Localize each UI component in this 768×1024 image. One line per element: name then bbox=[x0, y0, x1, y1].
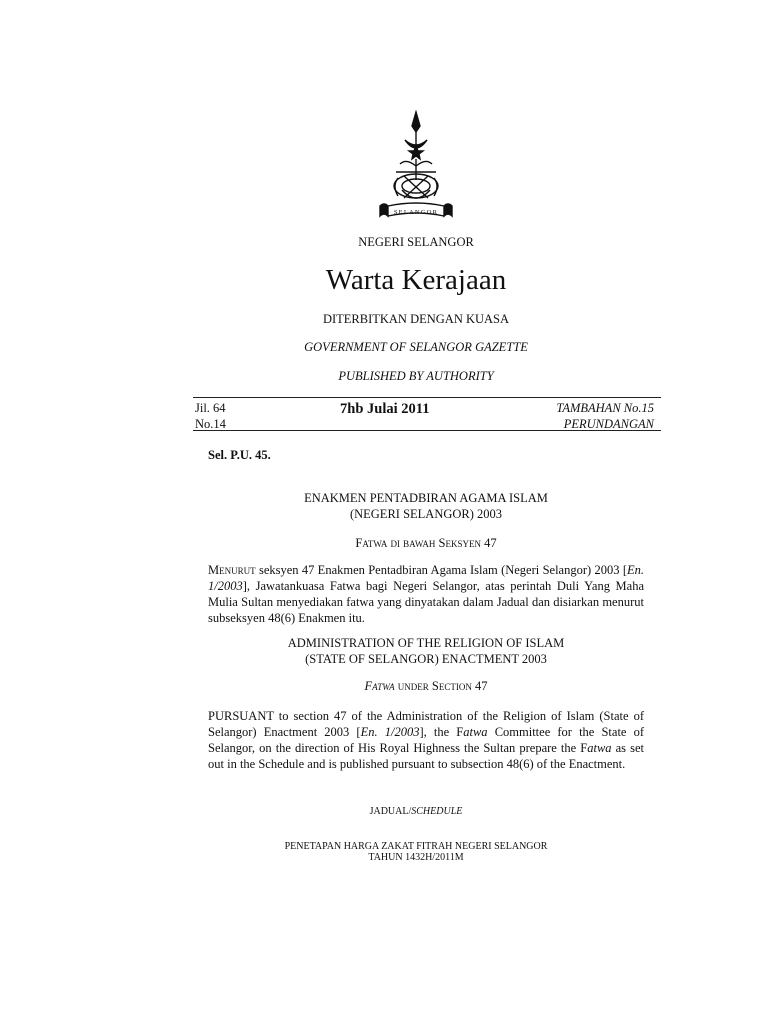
number-label: No.14 bbox=[195, 417, 226, 431]
enactment-ref: En. 1/2003 bbox=[208, 563, 644, 593]
state-name: NEGERI SELANGOR bbox=[358, 235, 474, 249]
pu-number: Sel. P.U. 45. bbox=[208, 448, 271, 462]
paragraph-english bbox=[208, 708, 644, 772]
para-text: seksyen 47 Enakmen Pentadbiran Agama Islam (Negeri Selangor) 2003 [ bbox=[255, 563, 627, 577]
para-text: as set out in the Schedule and is published pursuant to subsection 48(6) of the Enactment. bbox=[208, 741, 644, 771]
subheading-english bbox=[0, 679, 768, 694]
volume-label: Jil. 64 bbox=[195, 401, 226, 415]
subheading-malay: Fatwa di bawah Seksyen 47 bbox=[355, 536, 497, 550]
gazette-english-title: GOVERNMENT OF SELANGOR GAZETTE bbox=[304, 340, 528, 354]
fatwa-word: atwa bbox=[587, 741, 612, 755]
gazette-title: Warta Kerajaan bbox=[325, 264, 507, 296]
para-lead: Menurut bbox=[208, 563, 256, 577]
authority-english: PUBLISHED BY AUTHORITY bbox=[338, 369, 494, 383]
schedule-title-line: PENETAPAN HARGA ZAKAT FITRAH NEGERI SELANGOR bbox=[284, 841, 548, 852]
heading-line: (STATE OF SELANGOR) ENACTMENT 2003 bbox=[305, 652, 547, 666]
category-label: PERUNDANGAN bbox=[563, 417, 654, 431]
enactment-heading-malay bbox=[0, 490, 768, 522]
heading-line: ENAKMEN PENTADBIRAN AGAMA ISLAM bbox=[304, 491, 548, 505]
schedule-title-line: TAHUN 1432H/2011M bbox=[368, 852, 464, 863]
enactment-heading-english bbox=[0, 635, 768, 667]
header-rule-bottom bbox=[193, 430, 661, 431]
enactment-ref: En. 1/2003 bbox=[360, 725, 420, 739]
subheading-fatwa: Fatwa bbox=[364, 679, 395, 693]
para-text: Committee for the State of Selangor, on the direction of His Royal Highness the Sultan prepare the F bbox=[208, 725, 645, 755]
supplement-info bbox=[556, 400, 654, 432]
supplement-label: TAMBAHAN No.15 bbox=[556, 401, 654, 415]
schedule-label bbox=[0, 806, 768, 817]
subheading-rest: under Section 47 bbox=[394, 679, 488, 693]
fatwa-word: atwa bbox=[463, 725, 488, 739]
volume-info bbox=[195, 400, 226, 432]
schedule-label-english: SCHEDULE bbox=[411, 806, 463, 817]
paragraph-malay bbox=[208, 562, 644, 626]
svg-text:SELANGOR: SELANGOR bbox=[393, 209, 439, 216]
header-rule-top bbox=[193, 397, 661, 398]
selangor-crest-icon bbox=[374, 110, 458, 232]
para-text: PURSUANT to section 47 of the Administration of the Religion of Islam (State of Selangor) Enactment 2003 [ bbox=[208, 709, 644, 739]
schedule-label-malay: JADUAL/ bbox=[369, 806, 412, 817]
schedule-title bbox=[0, 841, 768, 863]
heading-line: ADMINISTRATION OF THE RELIGION OF ISLAM bbox=[287, 636, 565, 650]
issue-date: 7hb Julai 2011 bbox=[340, 401, 430, 417]
authority-malay: DITERBITKAN DENGAN KUASA bbox=[322, 312, 510, 326]
heading-line: (NEGERI SELANGOR) 2003 bbox=[349, 507, 503, 521]
para-text: ], the F bbox=[419, 725, 464, 739]
para-text: ], Jawatankuasa Fatwa bagi Negeri Selangor, atas perintah Duli Yang Maha Mulia Sultan menyediakan fatwa yang dinyatakan dalam Jadual dan disiarkan menurut subseksyen 48(6) Enakmen itu. bbox=[208, 579, 644, 625]
